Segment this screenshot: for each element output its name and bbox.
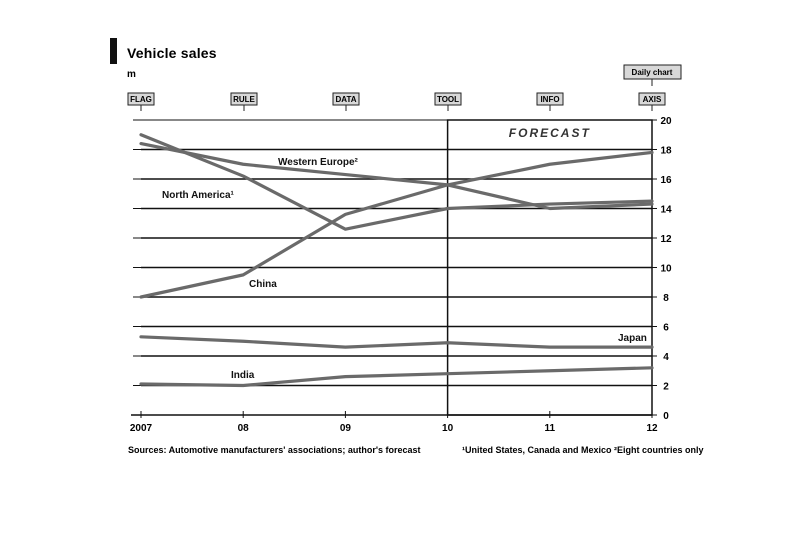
x-tick-label-2009: 09 xyxy=(339,423,351,434)
y-tick-label-8: 8 xyxy=(663,293,669,304)
y-tick-label-20: 20 xyxy=(660,116,672,127)
series-label-2: China xyxy=(249,279,277,290)
x-tick-label-2008: 08 xyxy=(237,423,249,434)
y-tick-label-16: 16 xyxy=(660,175,672,186)
y-tick-label-0: 0 xyxy=(663,411,669,422)
callout-chip-0[interactable] xyxy=(128,93,154,111)
y-tick-label-6: 6 xyxy=(663,322,669,334)
callout-chip-text: TOOL xyxy=(436,95,460,104)
series-label-1: North America¹ xyxy=(162,190,234,201)
chart-title: Vehicle sales xyxy=(127,45,217,61)
daily-chart-tag[interactable] xyxy=(624,65,681,86)
y-tick-label-2: 2 xyxy=(663,381,669,393)
x-tick-label-2012: 12 xyxy=(646,423,658,434)
callout-chip-3[interactable] xyxy=(435,93,461,111)
source-note: Sources: Automotive manufacturers' associations; author's forecast xyxy=(128,445,421,455)
y-tick-label-4: 4 xyxy=(663,352,669,363)
unit-label: m xyxy=(127,69,136,80)
x-tick-label-2011: 11 xyxy=(544,423,556,434)
footnote: ¹United States, Canada and Mexico ²Eight countries only xyxy=(462,445,704,455)
series-label-0: Western Europe² xyxy=(278,157,358,168)
x-tick-label-2010: 10 xyxy=(442,423,454,434)
y-tick-label-18: 18 xyxy=(660,145,672,157)
x-tick-label-2007: 2007 xyxy=(129,423,153,434)
y-tick-label-14: 14 xyxy=(660,204,672,216)
callout-chip-text: INFO xyxy=(540,95,560,104)
series-label-4: India xyxy=(231,370,255,381)
callout-chip-text: RULE xyxy=(233,95,255,104)
series-label-3: Japan xyxy=(618,333,647,344)
callout-chip-2[interactable] xyxy=(333,93,359,111)
y-tick-label-10: 10 xyxy=(660,263,672,275)
callout-chip-text: FLAG xyxy=(130,95,152,104)
y-tick-label-12: 12 xyxy=(660,234,672,245)
callout-chip-5[interactable] xyxy=(639,93,665,111)
callout-chip-text: DATA xyxy=(335,95,357,104)
forecast-label: FORECAST xyxy=(508,126,591,140)
callout-chip-text: AXIS xyxy=(642,95,662,104)
callout-chip-4[interactable] xyxy=(537,93,563,111)
daily-chart-text: Daily chart xyxy=(631,68,673,77)
callout-chip-1[interactable] xyxy=(231,93,257,111)
